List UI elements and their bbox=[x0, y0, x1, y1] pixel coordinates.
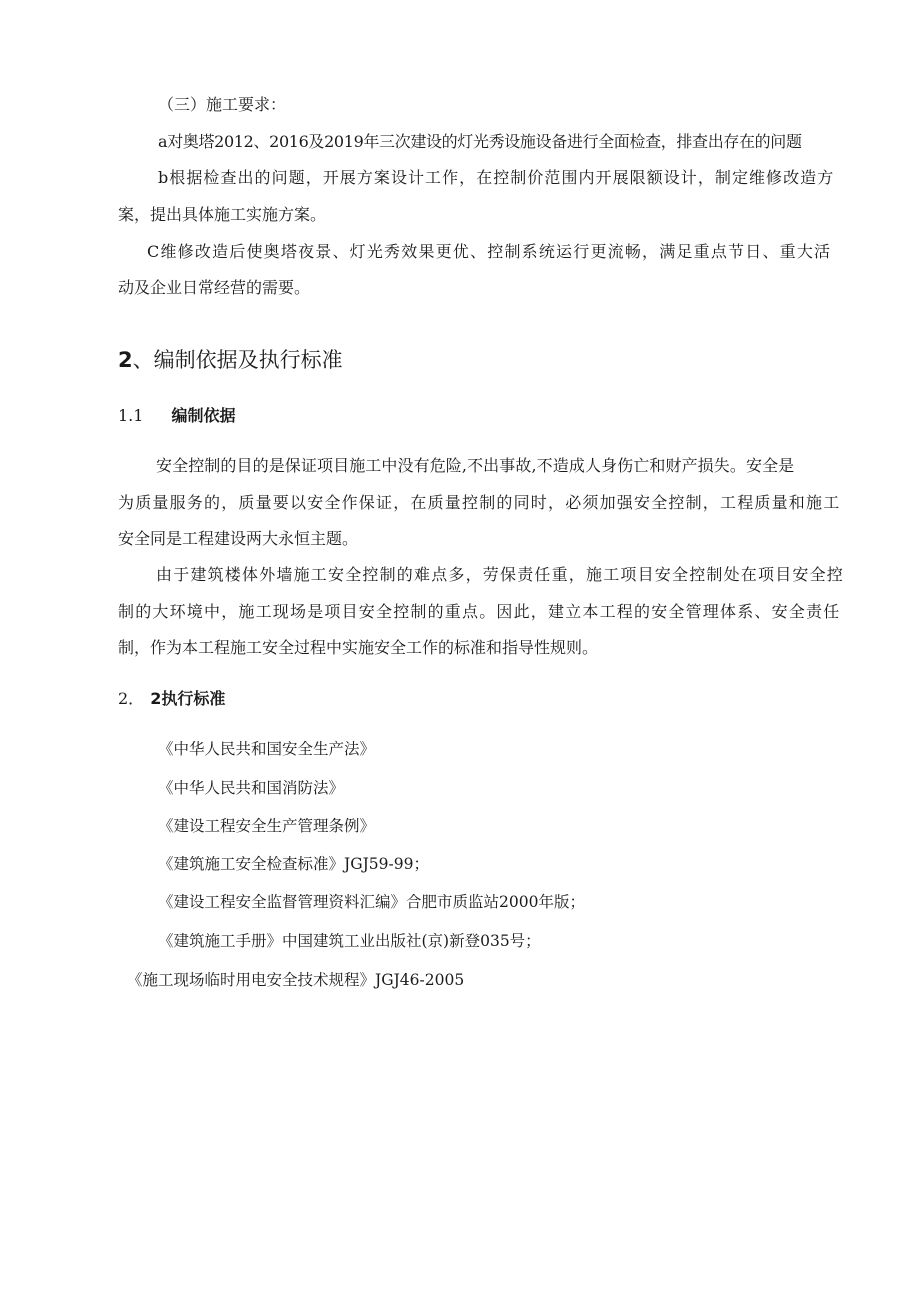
standard-item: 《施工现场临时用电安全技术规程》JGJ46-2005 bbox=[127, 971, 465, 989]
standard-item: 《建筑施工手册》中国建筑工业出版社(京)新登035号； bbox=[158, 932, 541, 950]
section-title: 2执行标准 bbox=[150, 689, 226, 708]
section-heading-construction-requirements: （三）施工要求： bbox=[158, 95, 287, 114]
chapter-title: 、编制依据及执行标准 bbox=[132, 348, 343, 372]
requirement-item-c-line1: C维修改造后使奥塔夜景、灯光秀效果更优、控制系统运行更流畅，满足重点节日、重大活 bbox=[147, 242, 832, 261]
section-heading-2-2 bbox=[118, 689, 225, 709]
standard-item: 《建设工程安全生产管理条例》 bbox=[158, 817, 376, 835]
section-number: 2． bbox=[118, 689, 145, 708]
paragraph-1-line1: 安全控制的目的是保证项目施工中没有危险,不出事故,不造成人身伤亡和财产损失。安全是 bbox=[156, 456, 795, 475]
standard-item: 《建筑施工安全检查标准》JGJ59-99； bbox=[158, 855, 429, 873]
section-title: 编制依据 bbox=[171, 406, 236, 425]
standard-item: 《中华人民共和国消防法》 bbox=[158, 779, 345, 797]
paragraph-2-line2: 制的大环境中，施工现场是项目安全控制的重点。因此，建立本工程的安全管理体系、安全责任 bbox=[118, 602, 841, 621]
requirement-item-c-line2: 动及企业日常经营的需要。 bbox=[118, 278, 311, 297]
paragraph-2-line1: 由于建筑楼体外墙施工安全控制的难点多，劳保责任重，施工项目安全控制处在项目安全控 bbox=[156, 565, 845, 584]
chapter-heading bbox=[118, 347, 343, 373]
requirement-item-b-line1: b根据检查出的问题，开展方案设计工作，在控制价范围内开展限额设计，制定维修改造方 bbox=[158, 168, 835, 187]
paragraph-1-line2: 为质量服务的，质量要以安全作保证，在质量控制的同时，必须加强安全控制，工程质量和施工 bbox=[118, 493, 841, 512]
standard-item: 《中华人民共和国安全生产法》 bbox=[158, 740, 376, 758]
paragraph-1-line3: 安全同是工程建设两大永恒主题。 bbox=[118, 529, 359, 548]
chapter-number: 2 bbox=[118, 348, 133, 372]
section-number: 1.1 bbox=[118, 406, 144, 425]
paragraph-2-line3: 制，作为本工程施工安全过程中实施安全工作的标准和指导性规则。 bbox=[118, 638, 599, 657]
section-heading-1-1 bbox=[118, 406, 235, 426]
requirement-item-a: a对奥塔2012、2016及2019年三次建设的灯光秀设施设备进行全面检查，排查出存在的问题 bbox=[158, 132, 802, 151]
requirement-item-b-line2: 案，提出具体施工实施方案。 bbox=[118, 205, 327, 224]
standard-item: 《建设工程安全监督管理资料汇编》合肥市质监站2000年版； bbox=[158, 893, 585, 911]
